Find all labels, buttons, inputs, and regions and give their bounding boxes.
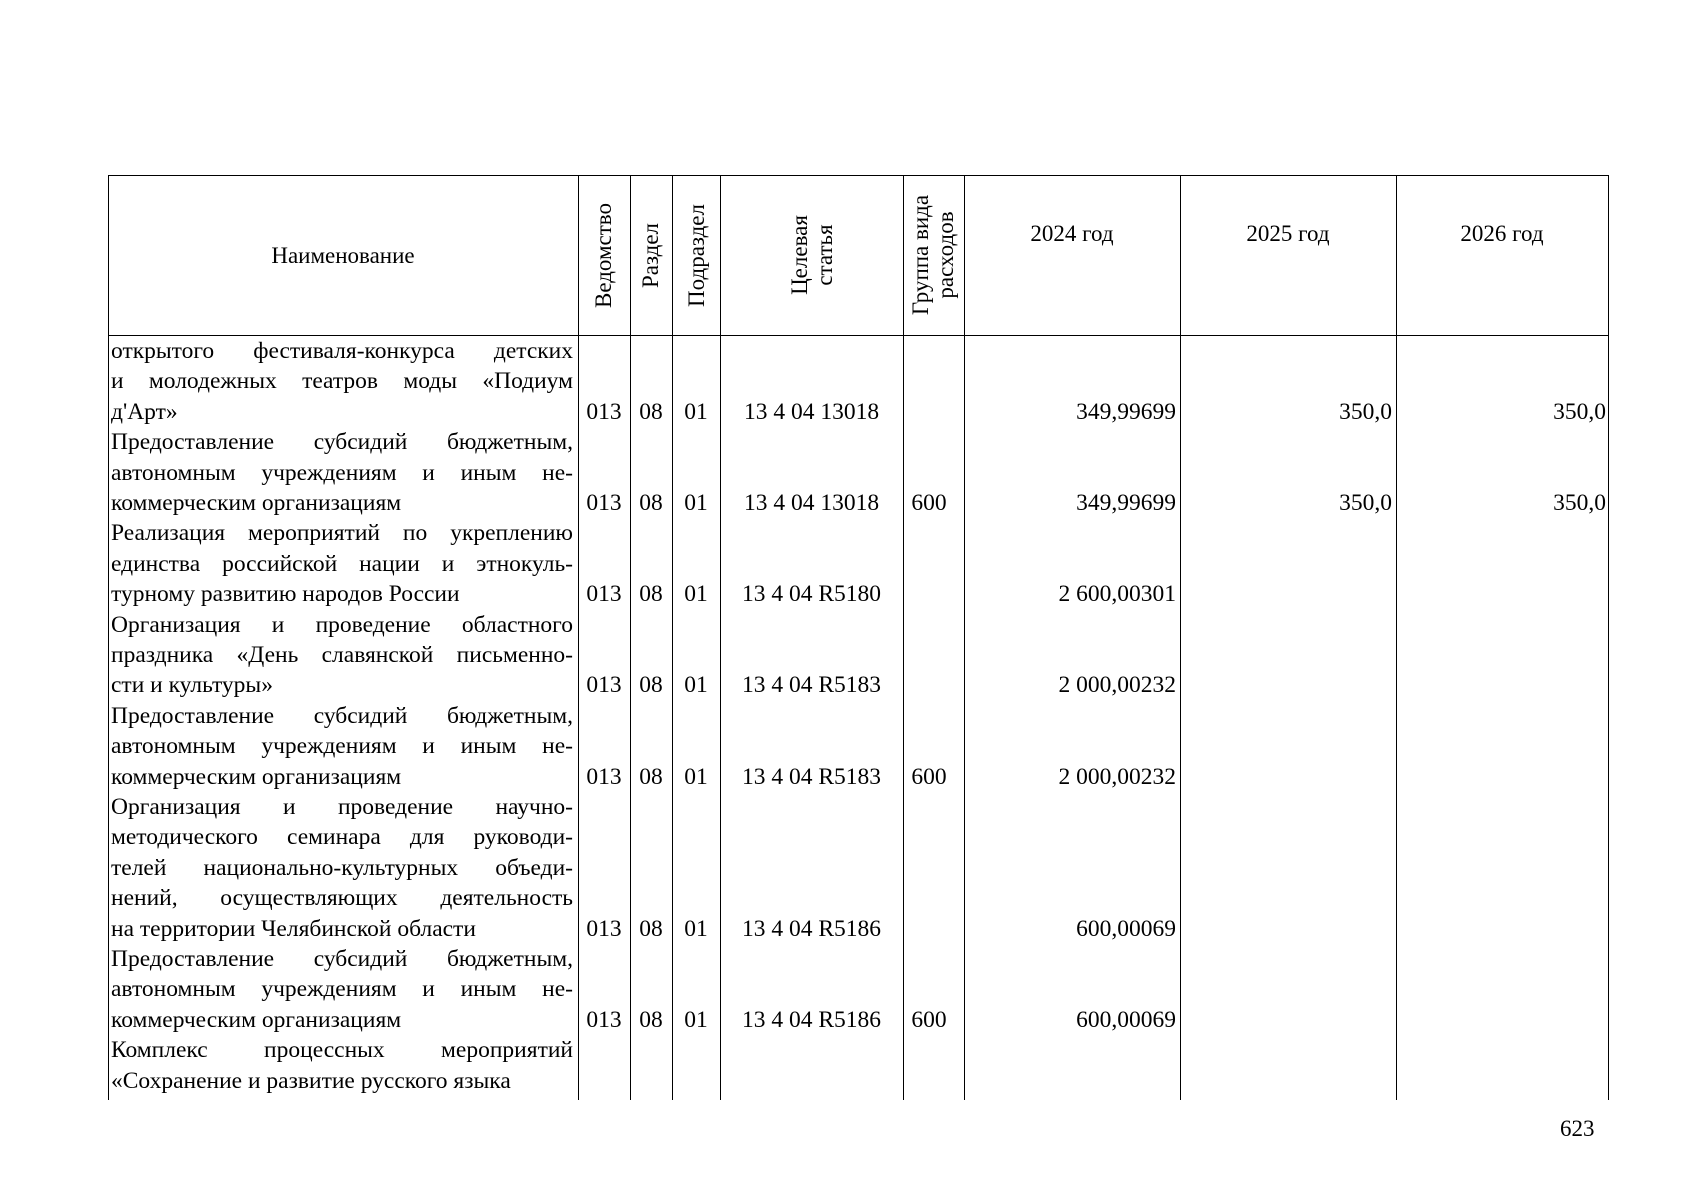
header-vedomstvo-label: Ведомство: [591, 202, 617, 308]
row-name-line: турному развитию народов России: [111, 581, 460, 608]
row-podrazdel: 01: [684, 915, 708, 942]
row-celevaya-statya: 13 4 04 R5183: [741, 672, 882, 699]
row-vedomstvo: 013: [586, 672, 622, 699]
table-row: [108, 336, 1608, 427]
row-name-line: автономным учреждениям и иным не-: [111, 976, 573, 1003]
row-celevaya-statya: 13 4 04 13018: [743, 398, 880, 425]
row-vedomstvo: 013: [586, 1006, 622, 1033]
header-gruppa: [903, 175, 964, 335]
row-2024: 349,99699: [1076, 398, 1176, 425]
header-name: [108, 175, 578, 335]
header-razdel-label: Раздел: [638, 222, 664, 288]
row-vedomstvo: 013: [586, 398, 622, 425]
row-razdel: 08: [639, 398, 663, 425]
row-2024: 600,00069: [1076, 1006, 1176, 1033]
row-name: [111, 336, 573, 427]
row-razdel: 08: [639, 1006, 663, 1033]
row-name-line: Реализация мероприятий по укреплению: [111, 520, 573, 547]
row-name-line: Предоставление субсидий бюджетным,: [111, 429, 573, 456]
header-2026-label: 2026 год: [1460, 220, 1544, 246]
row-name-line: методического семинара для руководи-: [111, 824, 573, 851]
row-name-line: Предоставление субсидий бюджетным,: [111, 946, 573, 972]
row-razdel: 08: [639, 915, 663, 942]
row-vedomstvo: 013: [586, 489, 622, 516]
row-gruppa: 600: [911, 489, 947, 516]
row-name-line: автономным учреждениям и иным не-: [111, 459, 573, 486]
row-gruppa: 600: [911, 1006, 947, 1033]
page-number: 623: [1560, 1116, 1595, 1141]
row-name-line: телей национально-культурных объеди-: [111, 854, 573, 881]
row-vedomstvo: 013: [586, 915, 622, 942]
row-name-line: Предоставление субсидий бюджетным,: [111, 702, 573, 729]
row-name-line: и молодежных театров моды «Подиум: [111, 368, 573, 395]
header-2026: [1396, 153, 1608, 313]
row-name-line: коммерческим организациям: [111, 1006, 402, 1033]
header-gruppa-line1: Группа вида: [908, 194, 934, 316]
row-name-line: коммерческим организациям: [111, 763, 402, 790]
table-row: [108, 518, 1608, 609]
table-row: [108, 1035, 1608, 1096]
row-razdel: 08: [639, 489, 663, 516]
row-2026: 350,0: [1553, 398, 1606, 425]
budget-table: [108, 175, 1608, 1100]
row-celevaya-statya: 13 4 04 13018: [743, 489, 880, 516]
row-2024: 2 000,00232: [1058, 672, 1176, 699]
row-name-line: сти и культуры»: [111, 672, 273, 699]
header-name-label: Наименование: [271, 242, 415, 268]
row-name: [111, 792, 573, 944]
row-celevaya-statya: 13 4 04 R5186: [741, 915, 882, 942]
row-vedomstvo: 013: [586, 763, 622, 790]
row-2026: 350,0: [1553, 489, 1606, 516]
row-podrazdel: 01: [684, 1006, 708, 1033]
row-name-line: коммерческим организациям: [111, 490, 402, 516]
row-celevaya-statya: 13 4 04 R5183: [741, 763, 882, 790]
row-name-line: нений, осуществляющих деятельность: [111, 885, 573, 912]
row-name-line: д'Арт»: [111, 398, 178, 425]
row-2024: 2 000,00232: [1058, 763, 1176, 790]
table-row: [108, 610, 1608, 701]
row-podrazdel: 01: [684, 763, 708, 790]
row-vedomstvo: 013: [586, 581, 622, 608]
row-name-line: единства российской нации и этнокуль-: [111, 550, 573, 577]
row-name-line: праздника «День славянской письменно-: [111, 642, 573, 668]
row-gruppa: 600: [911, 763, 947, 790]
header-vedomstvo: [578, 175, 630, 335]
row-name-line: Комплекс процессных мероприятий: [111, 1037, 573, 1064]
table-row: [108, 944, 1608, 1035]
header-2024-label: 2024 год: [1030, 220, 1114, 246]
row-name: [111, 427, 573, 518]
header-razdel: [630, 175, 672, 335]
col-border-9: [1608, 175, 1609, 1100]
table-row: [108, 701, 1608, 792]
header-podrazdel-label: Подраздел: [683, 203, 709, 307]
row-name-line: Организация и проведение научно-: [111, 794, 573, 820]
header-2025: [1180, 153, 1396, 313]
header-celevaya: [720, 175, 903, 335]
table-row: [108, 792, 1608, 944]
row-2025: 350,0: [1339, 489, 1392, 516]
row-name: [111, 944, 573, 1035]
row-celevaya-statya: 13 4 04 R5180: [741, 581, 882, 608]
row-podrazdel: 01: [684, 672, 708, 699]
row-name-line: «Сохранение и развитие русского языка: [111, 1067, 511, 1094]
row-name: [111, 701, 573, 792]
row-razdel: 08: [639, 581, 663, 608]
row-name: [111, 518, 573, 609]
row-name-line: автономным учреждениям и иным не-: [111, 733, 573, 760]
header-podrazdel: [672, 175, 720, 335]
row-name-line: на территории Челябинской области: [111, 915, 476, 942]
row-podrazdel: 01: [684, 489, 708, 516]
header-2025-label: 2025 год: [1246, 220, 1330, 246]
row-razdel: 08: [639, 672, 663, 699]
header-gruppa-label: [909, 195, 959, 315]
header-2024: [964, 153, 1180, 313]
header-celevaya-label: [786, 215, 836, 295]
row-name-line: открытого фестиваля-конкурса детских: [111, 338, 573, 364]
header-celevaya-line1: Целевая: [786, 215, 812, 295]
header-gruppa-line2: расходов: [933, 211, 959, 299]
row-2024: 349,99699: [1076, 489, 1176, 516]
row-2024: 600,00069: [1076, 915, 1176, 942]
row-name: [111, 610, 573, 701]
row-2024: 2 600,00301: [1058, 581, 1176, 608]
row-name: [111, 1035, 573, 1096]
row-celevaya-statya: 13 4 04 R5186: [741, 1006, 882, 1033]
row-podrazdel: 01: [684, 398, 708, 425]
header-celevaya-line2: статья: [811, 224, 837, 286]
row-razdel: 08: [639, 763, 663, 790]
table-row: [108, 427, 1608, 518]
row-podrazdel: 01: [684, 581, 708, 608]
row-2025: 350,0: [1339, 398, 1392, 425]
row-name-line: Организация и проведение областного: [111, 611, 573, 638]
